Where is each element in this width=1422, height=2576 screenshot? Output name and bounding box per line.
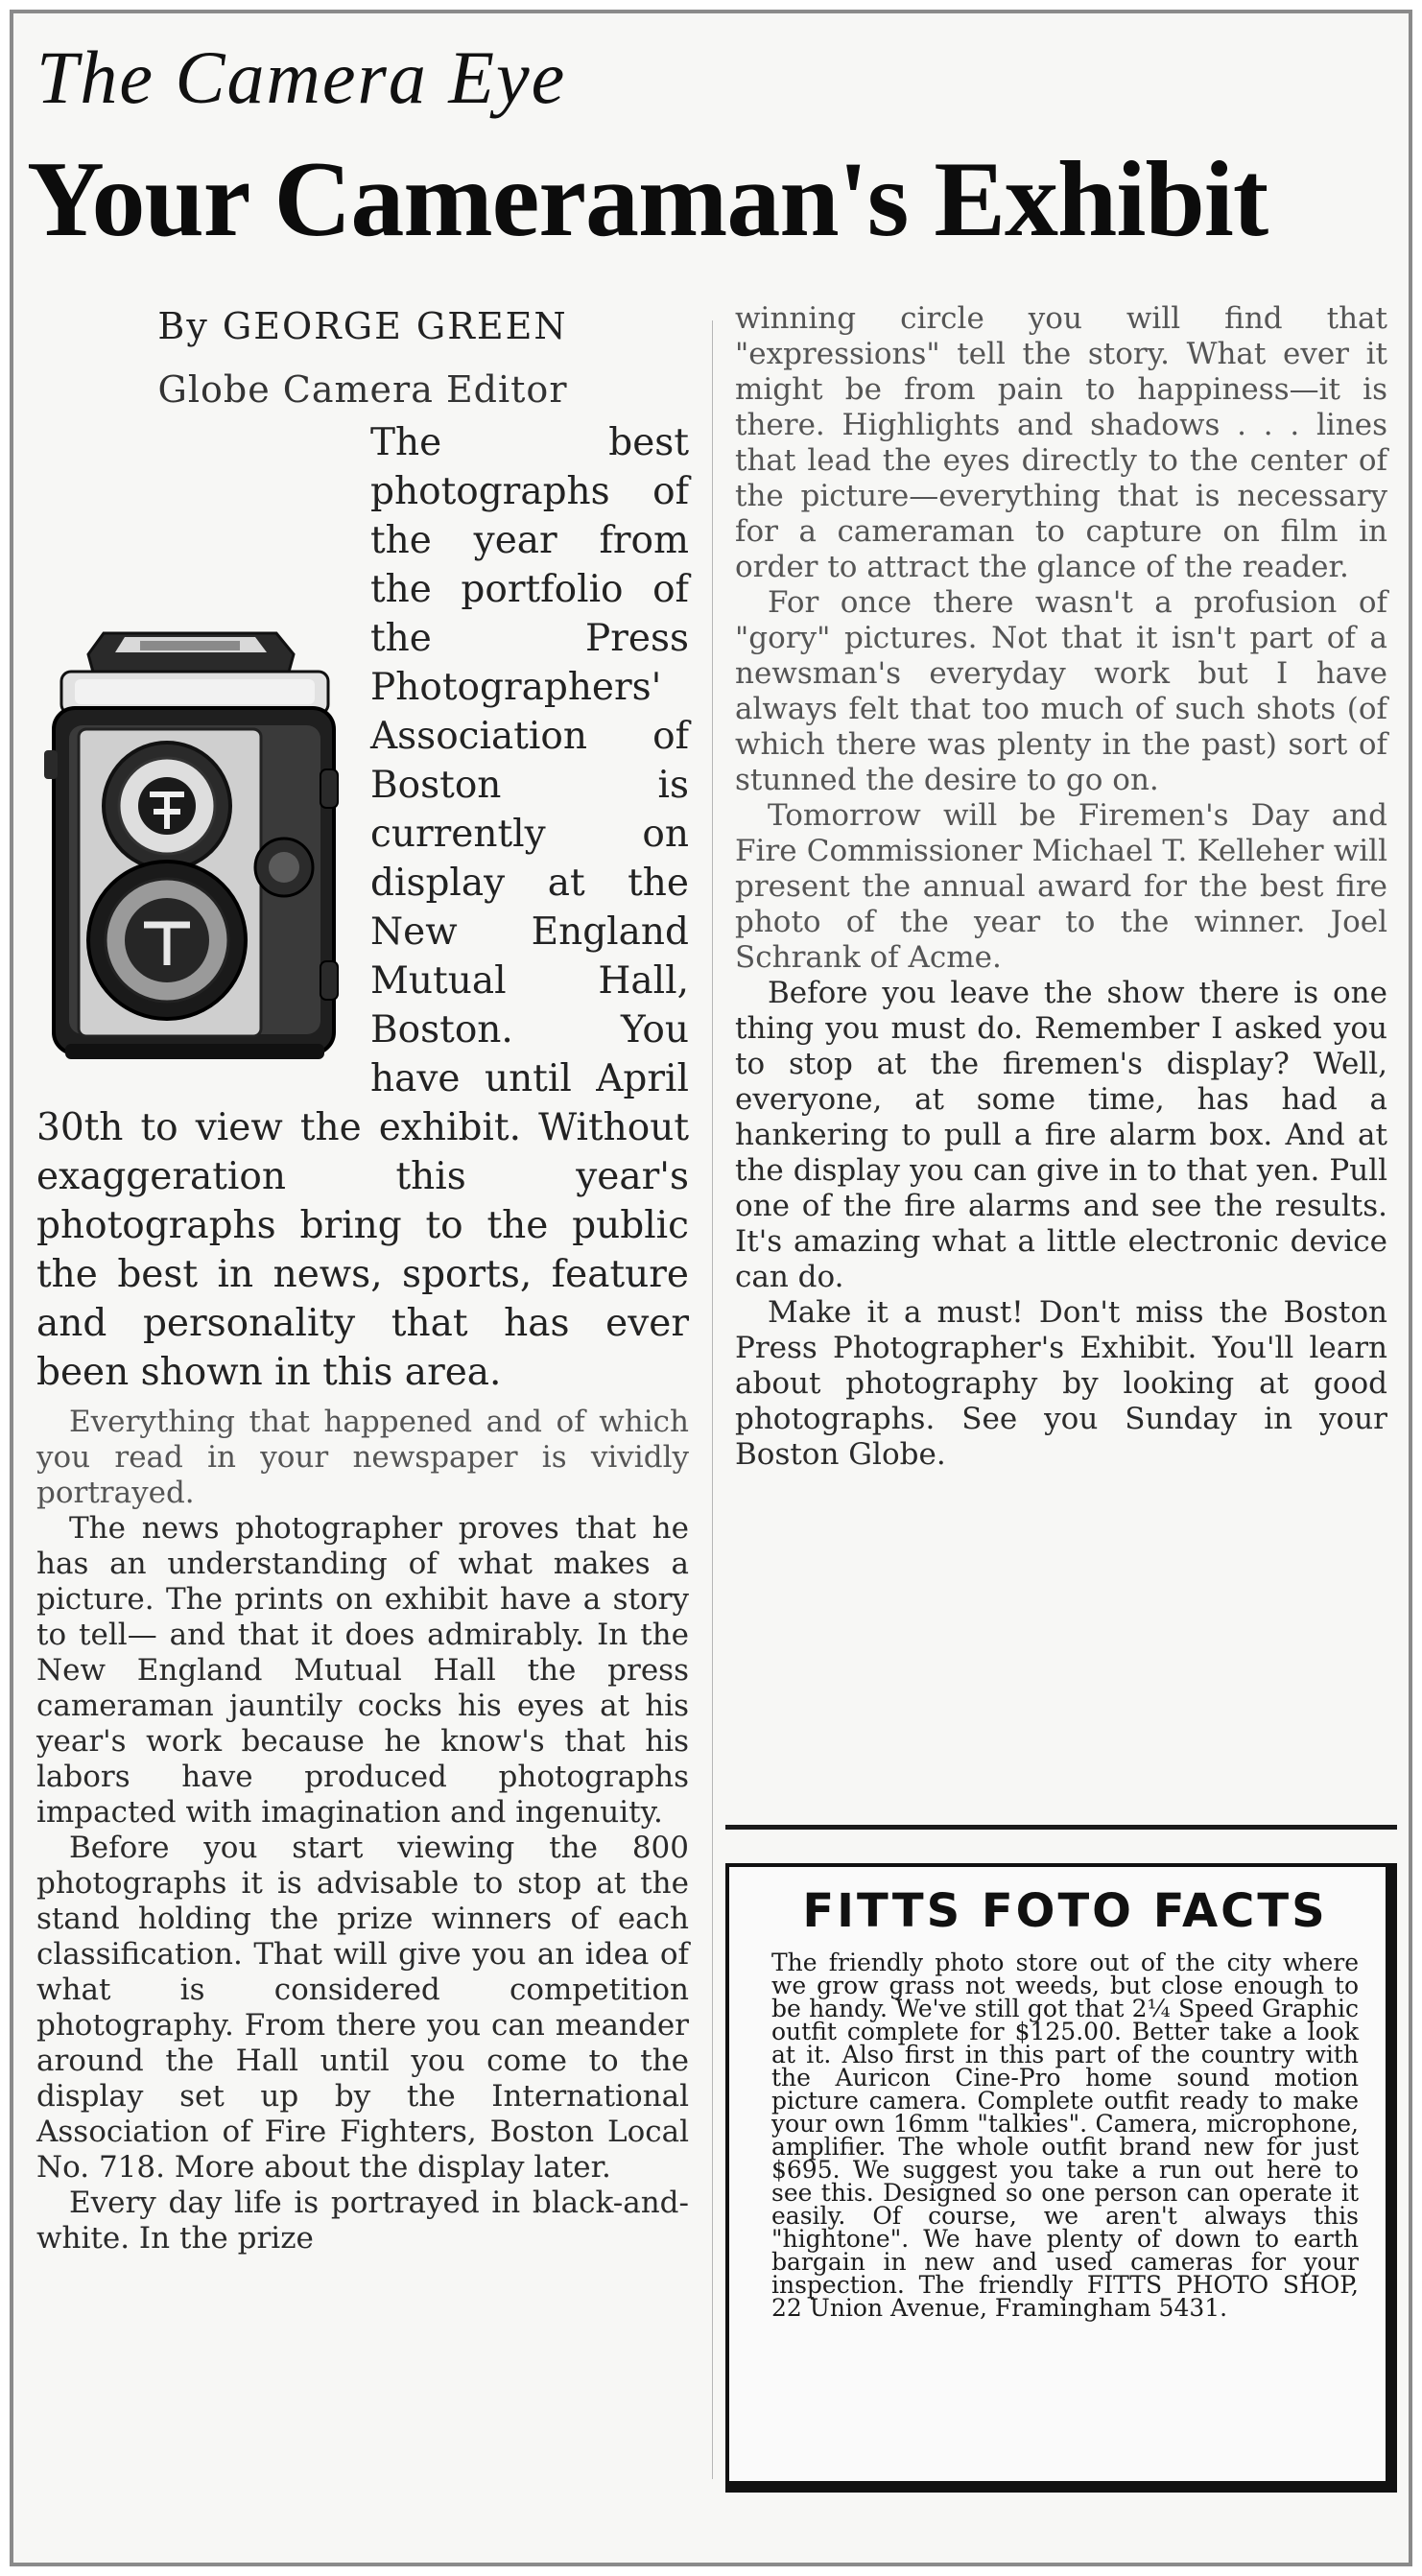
fitts-advertisement [725, 1863, 1397, 2493]
body-paragraph: Every day life is portrayed in black-and-white. In the prize [36, 2186, 689, 2256]
body-paragraph: winning circle you will find that "expressions" tell the story. What ever it might be from pain to happiness—it is there. Highlights and shadows . . . lines that lead the eyes directly to the center of the picture—everything that is necessary for a cameraman to capture on film in order to attract the glance of the reader. [735, 301, 1387, 584]
body-paragraph: Make it a must! Don't miss the Boston Press Photographer's Exhibit. You'll learn about photography by looking at good photographs. See you Sunday in your Boston Globe. [735, 1295, 1387, 1472]
body-paragraph: The news photographer proves that he has an understanding of what makes a picture. The prints on exhibit have a story to tell— and that it does admirably. In the New England Mutual Hall the press cameraman jauntily cocks his eyes at his year's work because he know's that his labors have produced photographs impacted with imagination and ingenuity. [36, 1511, 689, 1830]
right-column [735, 301, 1387, 1473]
column-divider [712, 320, 713, 2479]
article-headline: Your Cameraman's Exhibit [27, 140, 1268, 259]
body-paragraph: Before you start viewing the 800 photographs it is advisable to stop at the stand holding the prize winners of each classification. That will give you an idea of what is considered competition photography. From there you can meander around the Hall until you come to the display set up by the International Association of Fire Fighters, Boston Local No. 718. More about the display later. [36, 1831, 689, 2185]
body-paragraph: Tomorrow will be Firemen's Day and Fire Commissioner Michael T. Kelleher will present the annual award for the best fire photo of the year to the winner. Joel Schrank of Acme. [735, 798, 1387, 975]
lead-block [36, 418, 689, 1397]
twin-lens-reflex-camera-icon [36, 616, 353, 1067]
ad-body: The friendly photo store out of the city where we grow grass not weeds, but close enough to be handy. We've still got that 2¼ Speed Graphic outfit complete for $125.00. Better take a look at it. Also first in this part of the country with the Auricon Cine-Pro home sound motion picture camera. Complete outfit ready to make your own 16mm "talkies". Camera, microphone, amplifier. The whole outfit brand new for just $695. We suggest you take a run out here to see this. Designed so one person can operate it easily. Of course, we aren't always this "hightone". We have plenty of down to earth bargain in new and used cameras for your inspection. The friendly FITTS PHOTO SHOP, 22 Union Avenue, Framingham 5431. [771, 1949, 1359, 2322]
left-body [36, 1405, 689, 2257]
byline-title: Globe Camera Editor [157, 368, 568, 411]
ad-title: FITTS FOTO FACTS [802, 1884, 1328, 1938]
byline: By GEORGE GREEN [157, 305, 568, 347]
body-paragraph: For once there wasn't a profusion of "gory" pictures. Not that it isn't part of a newsman's everyday work but I have always felt that too much of such shots (of which there was plenty in the past) sort of stunned the desire to go on. [735, 585, 1387, 797]
body-paragraph: Everything that happened and of which you read in your newspaper is vividly portrayed. [36, 1405, 689, 1510]
newspaper-page [10, 10, 1412, 2566]
lead-paragraph: The best photographs of the year from the portfolio of the Press Photographers' Association of Boston is currently on display at the New England Mutual Hall, Boston. You have until April 30th to view the exhibit. Without exaggeration this year's photographs bring to the public the best in news, sports, feature and personality that has ever been shown in this area. [36, 421, 689, 1394]
left-column [36, 301, 689, 2257]
section-rule [725, 1825, 1397, 1830]
camera-photo [36, 616, 353, 1067]
body-paragraph: Before you leave the show there is one thing you must do. Remember I asked you to stop at the firemen's display? Well, everyone, at some time, has had a hankering to pull a fire alarm box. And at the display you can give in to that yen. Pull one of the fire alarms and see the results. It's amazing what a little electronic device can do. [735, 976, 1387, 1294]
column-kicker: The Camera Eye [36, 35, 567, 119]
